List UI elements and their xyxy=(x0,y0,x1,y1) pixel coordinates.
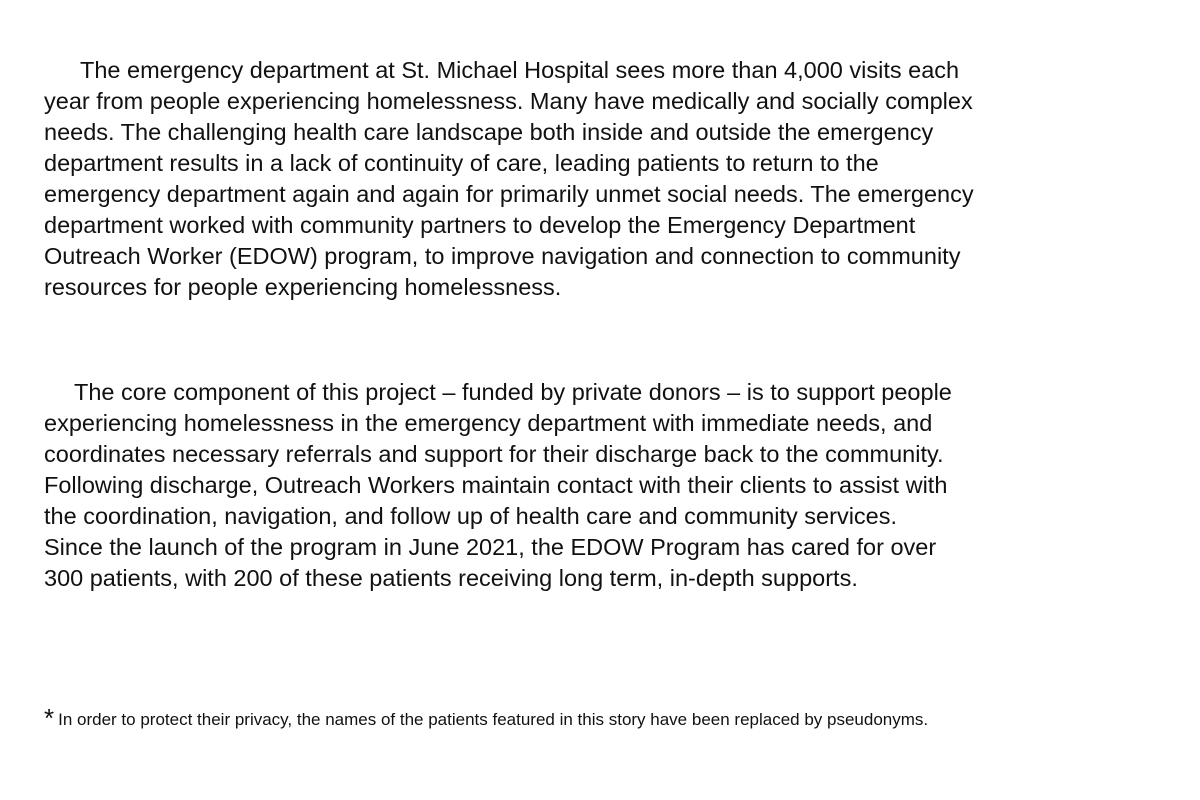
paragraph-program-background xyxy=(44,55,1174,303)
footnote-text: In order to protect their privacy, the names of the patients featured in this story have been replaced by pseudonyms. xyxy=(58,710,929,729)
text-line: Since the launch of the program in June 2021, the EDOW Program has cared for over xyxy=(44,534,937,560)
text-line: experiencing homelessness in the emergency department with immediate needs, and xyxy=(44,410,933,436)
text-line: year from people experiencing homelessness. Many have medically and socially complex xyxy=(44,88,973,114)
text-line: The emergency department at St. Michael Hospital sees more than 4,000 visits each xyxy=(80,57,960,83)
footnote-asterisk: * xyxy=(44,703,55,733)
text-line: emergency department again and again for primarily unmet social needs. The emergency xyxy=(44,181,974,207)
text-line: coordinates necessary referrals and support for their discharge back to the community. xyxy=(44,441,944,467)
paragraph-program-details xyxy=(44,377,1174,594)
text-line: Outreach Worker (EDOW) program, to improve navigation and connection to community xyxy=(44,243,961,269)
text-line: The core component of this project – funded by private donors – is to support people xyxy=(74,379,952,405)
footnote xyxy=(44,704,1174,734)
text-line: department results in a lack of continuity of care, leading patients to return to the xyxy=(44,150,879,176)
text-line: resources for people experiencing homelessness. xyxy=(44,274,562,300)
text-line: department worked with community partners to develop the Emergency Department xyxy=(44,212,916,238)
text-line: Following discharge, Outreach Workers maintain contact with their clients to assist with xyxy=(44,472,948,498)
text-line: needs. The challenging health care landscape both inside and outside the emergency xyxy=(44,119,934,145)
text-line: 300 patients, with 200 of these patients receiving long term, in-depth supports. xyxy=(44,565,858,591)
text-line: the coordination, navigation, and follow up of health care and community services. xyxy=(44,503,898,529)
